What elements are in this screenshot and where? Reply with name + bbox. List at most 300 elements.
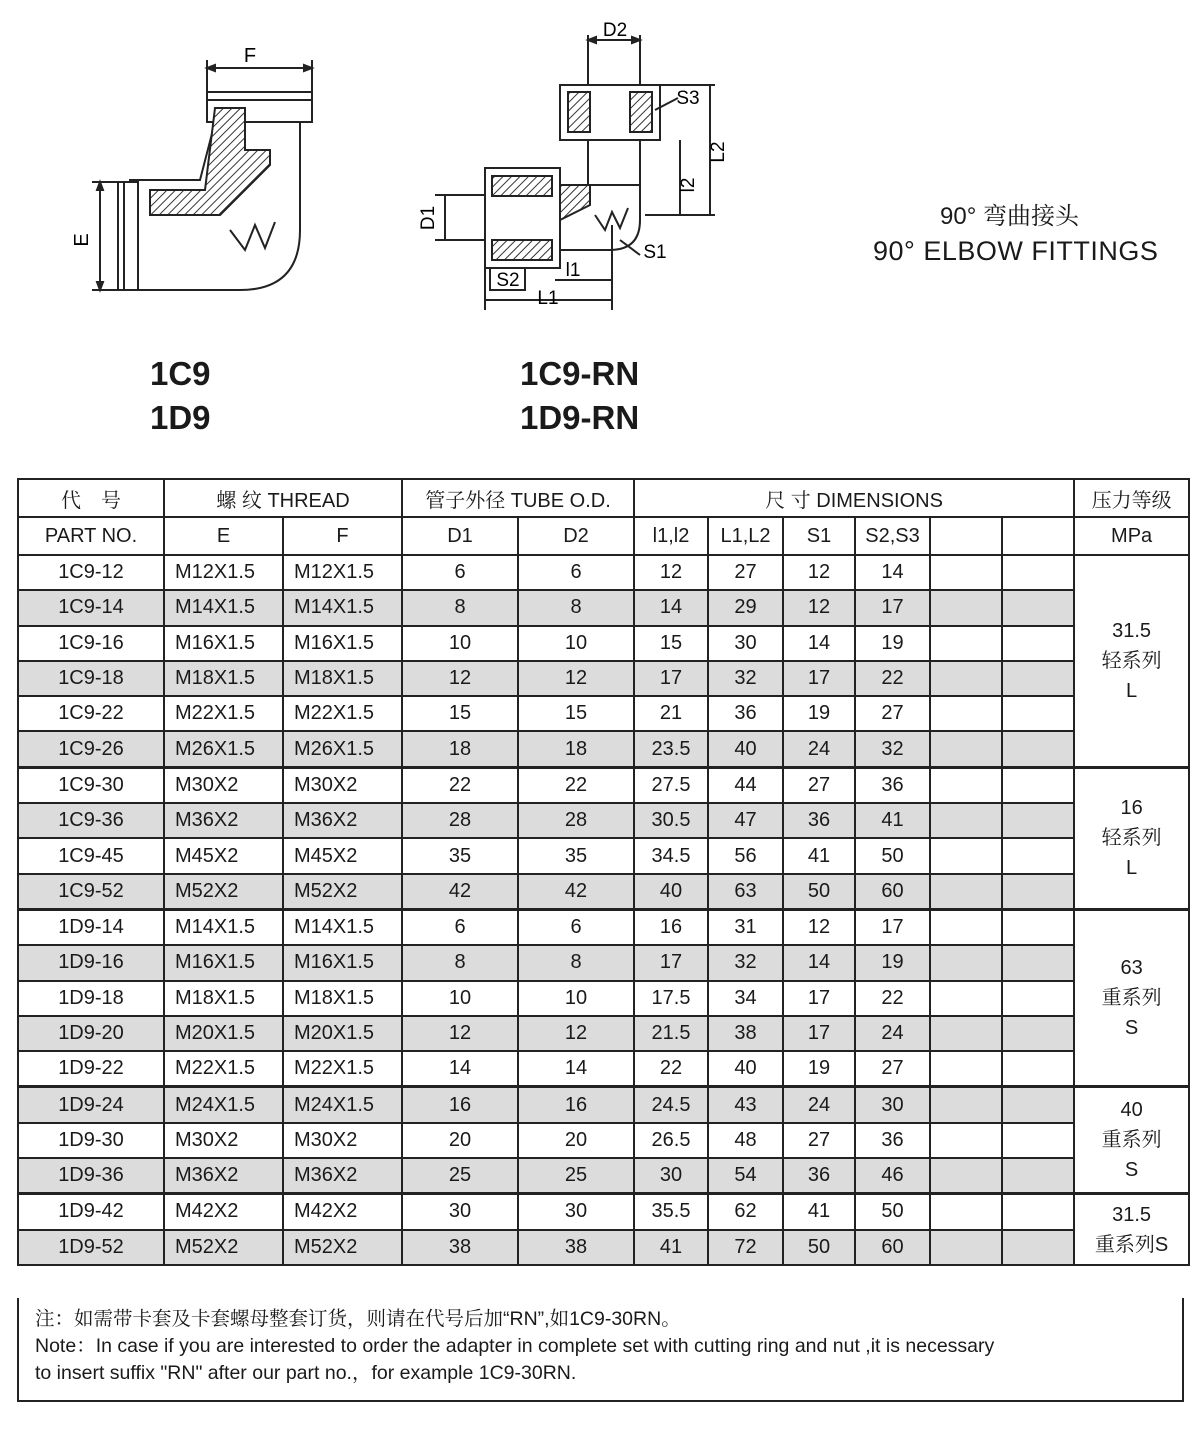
model-codes-right: [520, 352, 639, 440]
table-cell: 60: [855, 874, 930, 910]
table-cell-empty: [930, 767, 1002, 803]
table-cell: 62: [708, 1194, 783, 1230]
table-cell: 27: [855, 1051, 930, 1087]
table-cell: 14: [402, 1051, 518, 1087]
table-cell: 50: [855, 838, 930, 873]
table-cell: 12: [518, 1016, 634, 1051]
table-cell: 1C9-45: [18, 838, 164, 873]
table-cell: 1D9-20: [18, 1016, 164, 1051]
table-cell: 22: [634, 1051, 708, 1087]
table-cell: 14: [783, 945, 855, 980]
table-cell: 19: [855, 626, 930, 661]
table-cell: M42X2: [164, 1194, 283, 1230]
table-row: [18, 1158, 1189, 1194]
table-row: [18, 803, 1189, 838]
header-part-cn: 代 号: [18, 479, 164, 517]
table-cell: 19: [783, 1051, 855, 1087]
table-cell: 30.5: [634, 803, 708, 838]
table-cell: 46: [855, 1158, 930, 1194]
label-d2: D2: [602, 20, 628, 41]
table-cell: 40: [634, 874, 708, 910]
table-cell-empty: [1002, 1016, 1074, 1051]
table-cell: 1C9-16: [18, 626, 164, 661]
table-cell: M42X2: [283, 1194, 402, 1230]
table-cell: M26X1.5: [283, 731, 402, 767]
table-cell: 1D9-36: [18, 1158, 164, 1194]
table-cell: M45X2: [283, 838, 402, 873]
table-cell: 18: [402, 731, 518, 767]
table-cell: 1C9-30: [18, 767, 164, 803]
table-cell-empty: [930, 590, 1002, 625]
table-cell: 14: [783, 626, 855, 661]
table-cell: 1D9-16: [18, 945, 164, 980]
table-cell-empty: [930, 1230, 1002, 1265]
table-cell: 1C9-12: [18, 555, 164, 590]
table-cell: 30: [402, 1194, 518, 1230]
table-cell: 14: [518, 1051, 634, 1087]
table-cell-empty: [930, 731, 1002, 767]
table-cell-empty: [1002, 590, 1074, 625]
table-cell: 1D9-14: [18, 909, 164, 945]
table-row: [18, 1016, 1189, 1051]
table-cell: 30: [634, 1158, 708, 1194]
table-cell: 30: [855, 1087, 930, 1123]
table-cell: 27.5: [634, 767, 708, 803]
table-row: [18, 838, 1189, 873]
table-cell: 36: [708, 696, 783, 731]
table-cell-empty: [1002, 803, 1074, 838]
table-cell: 25: [518, 1158, 634, 1194]
table-cell: 27: [783, 767, 855, 803]
title-chinese: 90° 弯曲接头: [940, 203, 1079, 230]
table-cell: 12: [402, 1016, 518, 1051]
table-cell: 38: [518, 1230, 634, 1265]
table-cell: 24: [855, 1016, 930, 1051]
table-cell: 29: [708, 590, 783, 625]
pressure-value: 63: [1120, 957, 1143, 980]
table-cell-empty: [1002, 626, 1074, 661]
header-s23: S2,S3: [855, 517, 930, 555]
table-cell: M18X1.5: [164, 981, 283, 1016]
elbow-drawing-left: [92, 60, 312, 290]
label-d1: D1: [418, 205, 439, 231]
table-cell: 36: [855, 767, 930, 803]
table-cell: M16X1.5: [164, 626, 283, 661]
table-cell: 19: [855, 945, 930, 980]
table-row: [18, 1230, 1189, 1265]
table-cell: M12X1.5: [283, 555, 402, 590]
table-cell: 17.5: [634, 981, 708, 1016]
table-cell: 17: [855, 909, 930, 945]
table-cell: 17: [634, 661, 708, 696]
table-cell: M45X2: [164, 838, 283, 873]
table-cell: 17: [783, 981, 855, 1016]
table-cell: M16X1.5: [283, 945, 402, 980]
model-code: 1C9: [150, 355, 211, 392]
table-cell: 10: [518, 981, 634, 1016]
table-cell-empty: [930, 1016, 1002, 1051]
table-cell-empty: [1002, 696, 1074, 731]
table-cell: 1C9-26: [18, 731, 164, 767]
table-cell: 56: [708, 838, 783, 873]
table-cell: 32: [708, 661, 783, 696]
header-empty: [930, 517, 1002, 555]
label-e: E: [71, 233, 93, 247]
table-cell: 1C9-14: [18, 590, 164, 625]
table-cell: 36: [855, 1123, 930, 1158]
table-cell: 28: [518, 803, 634, 838]
table-cell: 22: [402, 767, 518, 803]
table-cell: 21: [634, 696, 708, 731]
table-cell: 35: [518, 838, 634, 873]
table-cell-empty: [930, 1158, 1002, 1194]
table-cell: 21.5: [634, 1016, 708, 1051]
table-row: [18, 626, 1189, 661]
pressure-code: L: [1126, 679, 1138, 702]
table-cell-empty: [1002, 874, 1074, 910]
pressure-value: 16: [1120, 797, 1143, 820]
table-cell: 8: [402, 590, 518, 625]
table-cell: 1C9-52: [18, 874, 164, 910]
label-l1-small: l1: [565, 260, 581, 281]
table-cell: 72: [708, 1230, 783, 1265]
table-cell-empty: [1002, 945, 1074, 980]
table-cell: 31: [708, 909, 783, 945]
table-cell: 1D9-24: [18, 1087, 164, 1123]
table-cell: 12: [783, 590, 855, 625]
label-l2-small: l2: [678, 177, 699, 193]
table-cell-empty: [1002, 981, 1074, 1016]
pressure-rating: [1074, 767, 1189, 909]
table-cell: 1C9-36: [18, 803, 164, 838]
label-f: F: [243, 45, 257, 67]
table-cell: 43: [708, 1087, 783, 1123]
table-cell: M16X1.5: [283, 626, 402, 661]
table-cell: 16: [518, 1087, 634, 1123]
table-cell: 14: [855, 555, 930, 590]
table-cell: 25: [402, 1158, 518, 1194]
model-code: 1D9-RN: [520, 399, 640, 436]
table-cell: 1D9-52: [18, 1230, 164, 1265]
table-cell: M22X1.5: [283, 1051, 402, 1087]
table-cell-empty: [930, 696, 1002, 731]
table-cell: 17: [855, 590, 930, 625]
table-cell: 1C9-18: [18, 661, 164, 696]
table-cell: 28: [402, 803, 518, 838]
label-s1: S1: [643, 242, 667, 263]
table-cell: 20: [402, 1123, 518, 1158]
table-cell: 48: [708, 1123, 783, 1158]
table-cell-empty: [1002, 731, 1074, 767]
table-row: [18, 1051, 1189, 1087]
table-cell: 1D9-42: [18, 1194, 164, 1230]
pressure-code: S: [1124, 1159, 1139, 1182]
order-note: [17, 1298, 1184, 1402]
pressure-series: 轻系列: [1101, 649, 1162, 672]
header-e: E: [164, 517, 283, 555]
header-d2: D2: [518, 517, 634, 555]
table-cell-empty: [1002, 1158, 1074, 1194]
table-cell: 41: [855, 803, 930, 838]
table-cell-empty: [930, 1087, 1002, 1123]
note-english-line1: Note：In case if you are interested to order the adapter in complete set with cutting ring and nut ,it is necessary: [35, 1335, 995, 1357]
table-cell: 1D9-18: [18, 981, 164, 1016]
table-cell-empty: [1002, 661, 1074, 696]
table-cell: 38: [402, 1230, 518, 1265]
table-cell: 6: [518, 909, 634, 945]
table-cell-empty: [1002, 1051, 1074, 1087]
table-cell-empty: [930, 874, 1002, 910]
pressure-series: 轻系列: [1101, 827, 1162, 850]
table-cell-empty: [930, 626, 1002, 661]
table-cell: 23.5: [634, 731, 708, 767]
table-row: [18, 696, 1189, 731]
table-cell-empty: [930, 661, 1002, 696]
table-cell: 34.5: [634, 838, 708, 873]
table-cell-empty: [930, 1051, 1002, 1087]
table-cell: 36: [783, 1158, 855, 1194]
table-cell: 24: [783, 731, 855, 767]
table-cell: M18X1.5: [283, 661, 402, 696]
table-cell: M30X2: [283, 1123, 402, 1158]
table-cell: M24X1.5: [283, 1087, 402, 1123]
table-row: [18, 981, 1189, 1016]
table-cell-empty: [930, 1194, 1002, 1230]
table-cell-empty: [1002, 1194, 1074, 1230]
table-cell: 26.5: [634, 1123, 708, 1158]
header-thread: 螺 纹 THREAD: [164, 479, 402, 517]
table-cell: M14X1.5: [283, 590, 402, 625]
table-cell: 41: [783, 1194, 855, 1230]
table-cell: 6: [402, 909, 518, 945]
pressure-value: 40: [1120, 1099, 1143, 1122]
pressure-rating: [1074, 909, 1189, 1086]
table-row: [18, 731, 1189, 767]
pressure-series: 重系列S: [1094, 1233, 1169, 1256]
table-cell: 19: [783, 696, 855, 731]
table-cell-empty: [930, 1123, 1002, 1158]
table-cell-empty: [930, 555, 1002, 590]
table-cell: 27: [708, 555, 783, 590]
table-cell: 15: [518, 696, 634, 731]
header-L12: L1,L2: [708, 517, 783, 555]
header-pressure: 压力等级: [1074, 479, 1189, 517]
table-cell: 16: [634, 909, 708, 945]
table-cell: 27: [783, 1123, 855, 1158]
table-row: [18, 590, 1189, 625]
table-cell: 50: [783, 1230, 855, 1265]
table-cell: M18X1.5: [164, 661, 283, 696]
table-row: [18, 1194, 1189, 1230]
table-cell: M36X2: [164, 803, 283, 838]
table-cell: 30: [708, 626, 783, 661]
table-cell: 30: [518, 1194, 634, 1230]
table-cell: 17: [783, 1016, 855, 1051]
table-cell: M52X2: [164, 874, 283, 910]
table-cell: 1C9-22: [18, 696, 164, 731]
table-cell: 24.5: [634, 1087, 708, 1123]
table-cell: 1D9-30: [18, 1123, 164, 1158]
table-cell: 42: [518, 874, 634, 910]
table-cell: M20X1.5: [283, 1016, 402, 1051]
note-chinese: 注：如需带卡套及卡套螺母整套订货，则请在代号后加“RN”,如1C9-30RN。: [35, 1308, 681, 1330]
table-cell: 22: [855, 661, 930, 696]
table-cell: M26X1.5: [164, 731, 283, 767]
header-f: F: [283, 517, 402, 555]
table-cell: 12: [518, 661, 634, 696]
table-cell: 22: [855, 981, 930, 1016]
table-cell-empty: [1002, 555, 1074, 590]
table-cell: 12: [783, 909, 855, 945]
table-cell-empty: [1002, 1230, 1074, 1265]
table-cell-empty: [1002, 838, 1074, 873]
table-cell-empty: [1002, 1123, 1074, 1158]
table-cell: 10: [518, 626, 634, 661]
table-cell: M36X2: [283, 1158, 402, 1194]
table-cell: 18: [518, 731, 634, 767]
table-cell: 8: [518, 590, 634, 625]
table-row: [18, 555, 1189, 590]
table-cell: 50: [855, 1194, 930, 1230]
table-cell: 36: [783, 803, 855, 838]
header-dimensions: 尺 寸 DIMENSIONS: [634, 479, 1074, 517]
table-cell: M52X2: [283, 874, 402, 910]
table-cell: 38: [708, 1016, 783, 1051]
table-cell-empty: [930, 945, 1002, 980]
table-cell: M14X1.5: [164, 590, 283, 625]
header-s1: S1: [783, 517, 855, 555]
label-s3: S3: [676, 88, 700, 109]
table-cell: M12X1.5: [164, 555, 283, 590]
table-cell: 12: [783, 555, 855, 590]
header-d1: D1: [402, 517, 518, 555]
table-cell: M52X2: [283, 1230, 402, 1265]
model-code: 1C9-RN: [520, 355, 640, 392]
table-cell: 10: [402, 981, 518, 1016]
pressure-value: 31.5: [1112, 1203, 1152, 1226]
table-cell: 32: [708, 945, 783, 980]
model-codes-left: [150, 352, 211, 440]
table-cell-empty: [1002, 1087, 1074, 1123]
table-cell-empty: [930, 981, 1002, 1016]
table-cell-empty: [930, 838, 1002, 873]
table-cell: M22X1.5: [164, 1051, 283, 1087]
table-cell: 41: [634, 1230, 708, 1265]
table-cell-empty: [1002, 767, 1074, 803]
table-cell-empty: [930, 803, 1002, 838]
table-cell: 10: [402, 626, 518, 661]
table-cell: 22: [518, 767, 634, 803]
table-cell: 24: [783, 1087, 855, 1123]
table-cell: M22X1.5: [283, 696, 402, 731]
table-cell-empty: [1002, 909, 1074, 945]
table-cell: M24X1.5: [164, 1087, 283, 1123]
table-cell: M18X1.5: [283, 981, 402, 1016]
title-english: 90° ELBOW FITTINGS: [873, 236, 1159, 266]
table-cell: 63: [708, 874, 783, 910]
header-part-en: PART NO.: [18, 517, 164, 555]
table-cell: 44: [708, 767, 783, 803]
table-cell: M52X2: [164, 1230, 283, 1265]
table-cell: 40: [708, 731, 783, 767]
table-cell: M30X2: [164, 1123, 283, 1158]
label-l1-big: L1: [537, 288, 559, 309]
pressure-series: 重系列: [1101, 987, 1162, 1010]
table-row: [18, 874, 1189, 910]
table-cell: 16: [402, 1087, 518, 1123]
table-cell: 12: [402, 661, 518, 696]
pressure-rating: [1074, 555, 1189, 767]
header-empty: [1002, 517, 1074, 555]
table-cell: 54: [708, 1158, 783, 1194]
table-cell: 14: [634, 590, 708, 625]
table-row: [18, 909, 1189, 945]
table-cell: 42: [402, 874, 518, 910]
table-cell: 6: [402, 555, 518, 590]
table-cell: 15: [634, 626, 708, 661]
table-row: [18, 767, 1189, 803]
pressure-code: S: [1124, 1017, 1139, 1040]
table-row: [18, 1087, 1189, 1123]
table-cell: M36X2: [164, 1158, 283, 1194]
table-row: [18, 661, 1189, 696]
table-cell: M22X1.5: [164, 696, 283, 731]
table-cell: 20: [518, 1123, 634, 1158]
label-l2-big: L2: [708, 141, 729, 163]
table-cell: M14X1.5: [283, 909, 402, 945]
table-cell: 41: [783, 838, 855, 873]
pressure-value: 31.5: [1112, 619, 1152, 642]
spec-table: [17, 478, 1190, 1266]
table-cell: M30X2: [164, 767, 283, 803]
table-cell: 17: [783, 661, 855, 696]
header-l12: l1,l2: [634, 517, 708, 555]
label-s2: S2: [496, 270, 520, 291]
header-pressure-unit: MPa: [1074, 517, 1189, 555]
table-cell: 35.5: [634, 1194, 708, 1230]
table-row: [18, 1123, 1189, 1158]
table-cell: 47: [708, 803, 783, 838]
table-cell: M20X1.5: [164, 1016, 283, 1051]
table-cell: M14X1.5: [164, 909, 283, 945]
table-cell: M36X2: [283, 803, 402, 838]
table-cell: 8: [402, 945, 518, 980]
pressure-series: 重系列: [1101, 1129, 1162, 1152]
table-cell: 1D9-22: [18, 1051, 164, 1087]
table-cell: 32: [855, 731, 930, 767]
pressure-rating: [1074, 1087, 1189, 1194]
table-row: [18, 945, 1189, 980]
table-cell: 8: [518, 945, 634, 980]
table-cell: 17: [634, 945, 708, 980]
table-cell: 50: [783, 874, 855, 910]
table-cell: M16X1.5: [164, 945, 283, 980]
pressure-rating: [1074, 1194, 1189, 1265]
table-cell: 60: [855, 1230, 930, 1265]
table-cell: 6: [518, 555, 634, 590]
table-cell: 12: [634, 555, 708, 590]
note-english-line2: to insert suffix "RN" after our part no.，for example 1C9-30RN.: [35, 1362, 577, 1384]
table-cell: M30X2: [283, 767, 402, 803]
table-cell: 34: [708, 981, 783, 1016]
table-cell-empty: [930, 909, 1002, 945]
table-cell: 15: [402, 696, 518, 731]
header-tube-od: 管子外径 TUBE O.D.: [402, 479, 634, 517]
table-cell: 35: [402, 838, 518, 873]
model-code: 1D9: [150, 399, 211, 436]
pressure-code: L: [1126, 857, 1138, 880]
table-cell: 27: [855, 696, 930, 731]
